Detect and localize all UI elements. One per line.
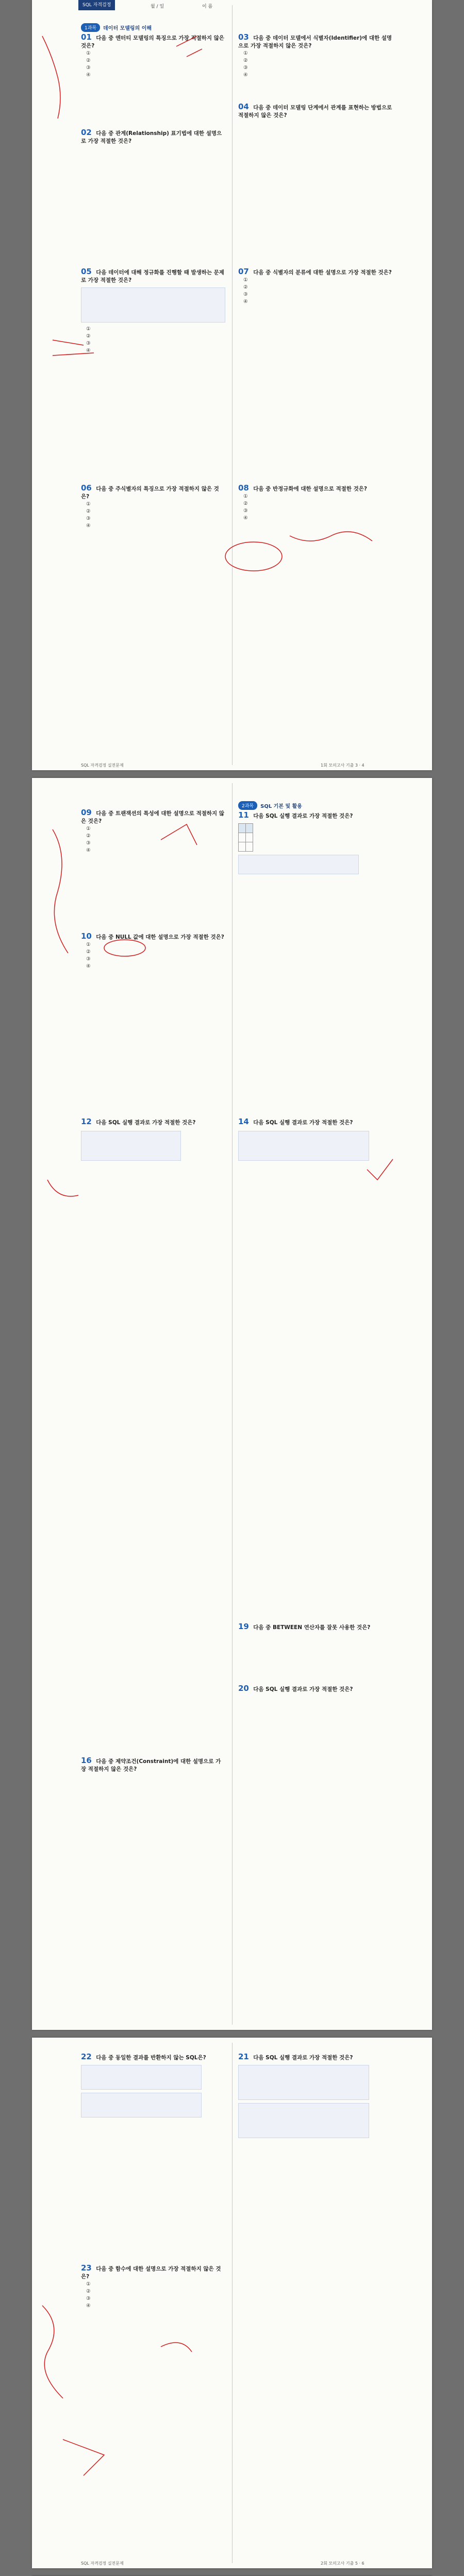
question-stem: 다음 중 함수에 대한 설명으로 가장 적절하지 않은 것은? — [81, 2266, 221, 2280]
scanned-page-3 — [32, 2038, 432, 2568]
question-stem: 다음 중 식별자의 분류에 대한 설명으로 가장 적절한 것은? — [253, 269, 392, 276]
section-badge: 2과목 — [238, 801, 257, 810]
option-4[interactable]: ④ — [86, 348, 91, 353]
page-footer-left: SQL 자격검정 실전문제 — [81, 2561, 124, 2566]
question-number: 10 — [81, 931, 92, 941]
question-stem: 다음 SQL 실행 결과로 가장 적절한 것은? — [253, 1686, 353, 1692]
question-number: 23 — [81, 2263, 92, 2273]
question-stem: 다음 중 동일한 결과를 반환하지 않는 SQL은? — [96, 2055, 206, 2061]
question-number: 09 — [81, 808, 92, 817]
question-number: 22 — [81, 2052, 92, 2061]
option-4[interactable]: ④ — [86, 2303, 91, 2309]
option-4[interactable]: ④ — [86, 523, 91, 529]
option-4[interactable]: ④ — [86, 72, 91, 78]
subject-header: SQL 자격검정 — [78, 0, 115, 10]
option-2[interactable]: ② — [86, 949, 91, 955]
question-number: 20 — [238, 1684, 249, 1693]
question-number: 07 — [238, 267, 249, 276]
section-title: SQL 기본 및 활용 — [260, 804, 302, 809]
question-stem: 다음 중 관계(Relationship) 표기법에 대한 설명으로 가장 적절한 것은? — [81, 130, 222, 144]
question-number: 06 — [81, 483, 92, 493]
question-number: 04 — [238, 102, 249, 111]
option-1[interactable]: ① — [86, 2281, 91, 2287]
scanned-page-2 — [32, 778, 432, 2030]
question-stem: 다음 중 데이터 모델에서 식별자(Identifier)에 대한 설명으로 가장 적절하지 않은 것은? — [238, 35, 392, 49]
option-3[interactable]: ③ — [243, 65, 248, 71]
question-number: 08 — [238, 483, 249, 493]
option-1[interactable]: ① — [86, 942, 91, 947]
question-stem: 다음 중 엔터티 모델링의 특징으로 가장 적절하지 않은 것은? — [81, 35, 224, 49]
option-3[interactable]: ③ — [243, 292, 248, 297]
question-stem: 다음 중 반정규화에 대한 설명으로 적절한 것은? — [253, 486, 367, 492]
option-3[interactable]: ③ — [243, 508, 248, 514]
option-2[interactable]: ② — [86, 509, 91, 514]
option-1[interactable]: ① — [86, 326, 91, 332]
option-3[interactable]: ③ — [86, 956, 91, 962]
question-number: 12 — [81, 1117, 92, 1126]
page-footer-left: SQL 자격검정 실전문제 — [81, 763, 124, 768]
section-title: 데이터 모델링의 이해 — [103, 26, 152, 31]
question-stem: 다음 중 데이터 모델링 단계에서 관계를 표현하는 방법으로 적절하지 않은 것은? — [238, 105, 392, 118]
option-4[interactable]: ④ — [243, 72, 248, 78]
option-1[interactable]: ① — [86, 826, 91, 832]
option-3[interactable]: ③ — [86, 65, 91, 71]
option-4[interactable]: ④ — [86, 963, 91, 969]
option-1[interactable]: ① — [86, 501, 91, 507]
question-stem: 다음 중 NULL 값에 대한 설명으로 가장 적절한 것은? — [96, 934, 224, 940]
option-1[interactable]: ① — [243, 277, 248, 283]
question-number: 19 — [238, 1622, 249, 1631]
option-2[interactable]: ② — [243, 501, 248, 506]
option-2[interactable]: ② — [86, 2289, 91, 2294]
option-4[interactable]: ④ — [243, 515, 248, 521]
date-field: 월 / 일 — [151, 4, 164, 9]
page-footer-right: 1회 모의고사 기출 3 · 4 — [321, 763, 364, 768]
question-number: 21 — [238, 2052, 249, 2061]
option-2[interactable]: ② — [86, 833, 91, 839]
section-badge: 1과목 — [81, 23, 100, 32]
question-stem: 다음 SQL 실행 결과로 가장 적절한 것은? — [253, 813, 353, 819]
option-3[interactable]: ③ — [86, 2296, 91, 2301]
question-stem: 다음 중 트랜잭션의 특성에 대한 설명으로 적절하지 않은 것은? — [81, 810, 224, 824]
question-number: 14 — [238, 1117, 249, 1126]
question-number: 11 — [238, 810, 249, 820]
question-stem: 다음 중 제약조건(Constraint)에 대한 설명으로 가장 적절하지 않은 것은? — [81, 1758, 221, 1772]
option-4[interactable]: ④ — [86, 848, 91, 853]
question-number: 03 — [238, 32, 249, 42]
option-3[interactable]: ③ — [86, 516, 91, 521]
question-stem: 다음 SQL 실행 결과로 가장 적절한 것은? — [253, 2055, 353, 2061]
question-number: 05 — [81, 267, 92, 276]
option-1[interactable]: ① — [86, 50, 91, 56]
handwritten-annotations — [32, 778, 432, 2030]
handwritten-annotations — [32, 2038, 432, 2568]
scanned-page-1 — [32, 0, 432, 770]
handwritten-annotations — [32, 0, 432, 770]
question-stem: 다음 중 주식별자의 특징으로 가장 적절하지 않은 것은? — [81, 486, 219, 500]
question-number: 16 — [81, 1756, 92, 1765]
option-1[interactable]: ① — [243, 50, 248, 56]
option-1[interactable]: ① — [243, 494, 248, 499]
option-2[interactable]: ② — [243, 58, 248, 63]
question-stem: 다음 SQL 실행 결과로 가장 적절한 것은? — [253, 1120, 353, 1126]
option-3[interactable]: ③ — [86, 341, 91, 346]
question-number: 02 — [81, 128, 92, 137]
option-2[interactable]: ② — [86, 333, 91, 339]
page-footer-right: 2회 모의고사 기출 5 · 6 — [321, 2561, 364, 2566]
question-stem: 다음 데이터에 대해 정규화를 진행할 때 발생하는 문제로 가장 적절한 것은? — [81, 269, 224, 283]
option-3[interactable]: ③ — [86, 840, 91, 846]
question-stem: 다음 중 BETWEEN 연산자를 잘못 사용한 것은? — [253, 1624, 371, 1631]
option-2[interactable]: ② — [243, 284, 248, 290]
name-field: 이 름 — [202, 4, 213, 9]
question-number: 01 — [81, 32, 92, 42]
question-stem: 다음 SQL 실행 결과로 가장 적절한 것은? — [96, 1120, 196, 1126]
option-4[interactable]: ④ — [243, 299, 248, 304]
option-2[interactable]: ② — [86, 58, 91, 63]
